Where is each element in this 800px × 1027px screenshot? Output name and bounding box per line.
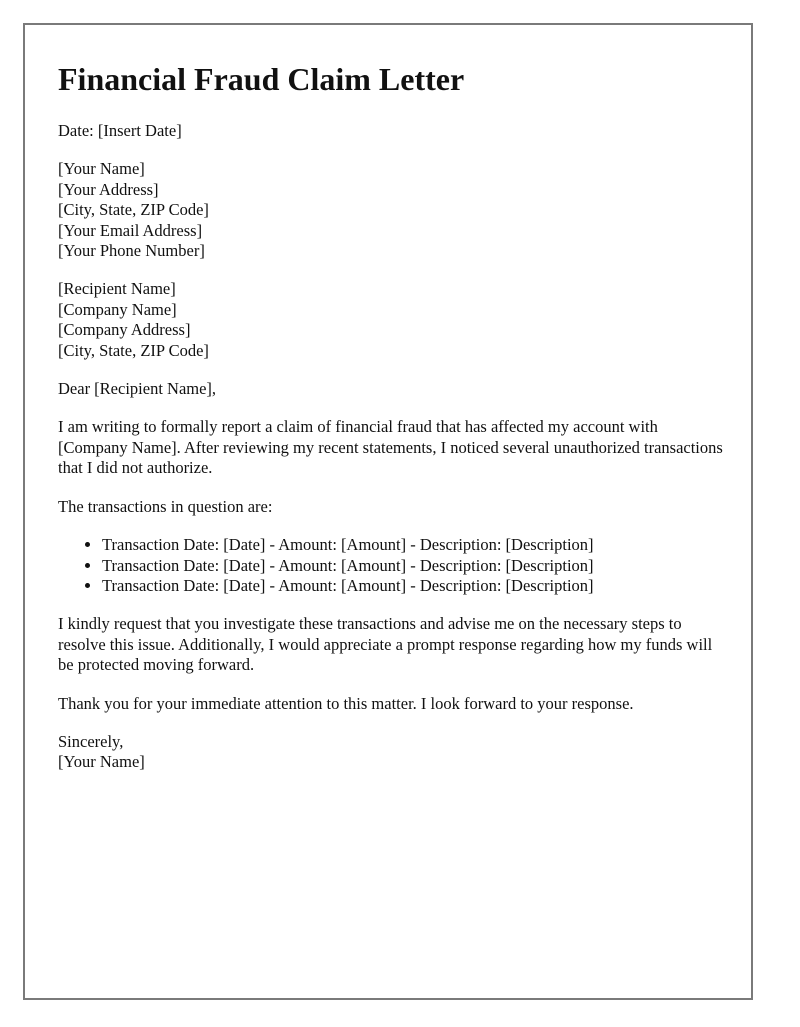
sender-address <box>58 159 731 261</box>
sender-phone: [Your Phone Number] <box>58 241 205 261</box>
recipient-address <box>58 279 731 361</box>
sender-name: [Your Name] <box>58 159 145 179</box>
list-item: • Transaction Date: [Date] - Amount: [Amount] - Description: [Description] <box>102 556 731 576</box>
salutation: Dear [Recipient Name], <box>58 379 217 399</box>
paragraph-2: The transactions in question are: <box>58 496 273 516</box>
sender-address-line: [Your Address] <box>58 179 159 199</box>
closing-block <box>58 732 731 773</box>
closing: Sincerely, <box>58 731 124 751</box>
recipient-company: [Company Name] <box>58 299 177 319</box>
date-line: Date: [Insert Date] <box>58 121 182 140</box>
letter-content <box>58 59 731 791</box>
recipient-company-address: [Company Address] <box>58 320 191 340</box>
letter-page <box>23 23 753 1000</box>
paragraph-4: Thank you for your immediate attention to this matter. I look forward to your response. <box>58 693 634 713</box>
letter-title: Financial Fraud Claim Letter <box>58 61 465 97</box>
sender-email: [Your Email Address] <box>58 220 203 240</box>
list-item: • Transaction Date: [Date] - Amount: [Amount] - Description: [Description] <box>102 535 731 555</box>
list-item: • Transaction Date: [Date] - Amount: [Amount] - Description: [Description] <box>102 576 731 596</box>
recipient-name: [Recipient Name] <box>58 279 176 299</box>
paragraph-1: I am writing to formally report a claim of financial fraud that has affected my account with [Company Name]. After reviewing my recent statements, I noticed several unauthorized transactions that I did not authorize. <box>58 417 723 478</box>
recipient-city: [City, State, ZIP Code] <box>58 340 209 360</box>
paragraph-3: I kindly request that you investigate these transactions and advise me on the necessary steps to resolve this issue. Additionally, I would appreciate a prompt response regarding how my funds will be protected moving forward. <box>58 614 713 675</box>
sender-city: [City, State, ZIP Code] <box>58 200 209 220</box>
signature: [Your Name] <box>58 752 145 772</box>
transaction-list <box>58 535 731 596</box>
